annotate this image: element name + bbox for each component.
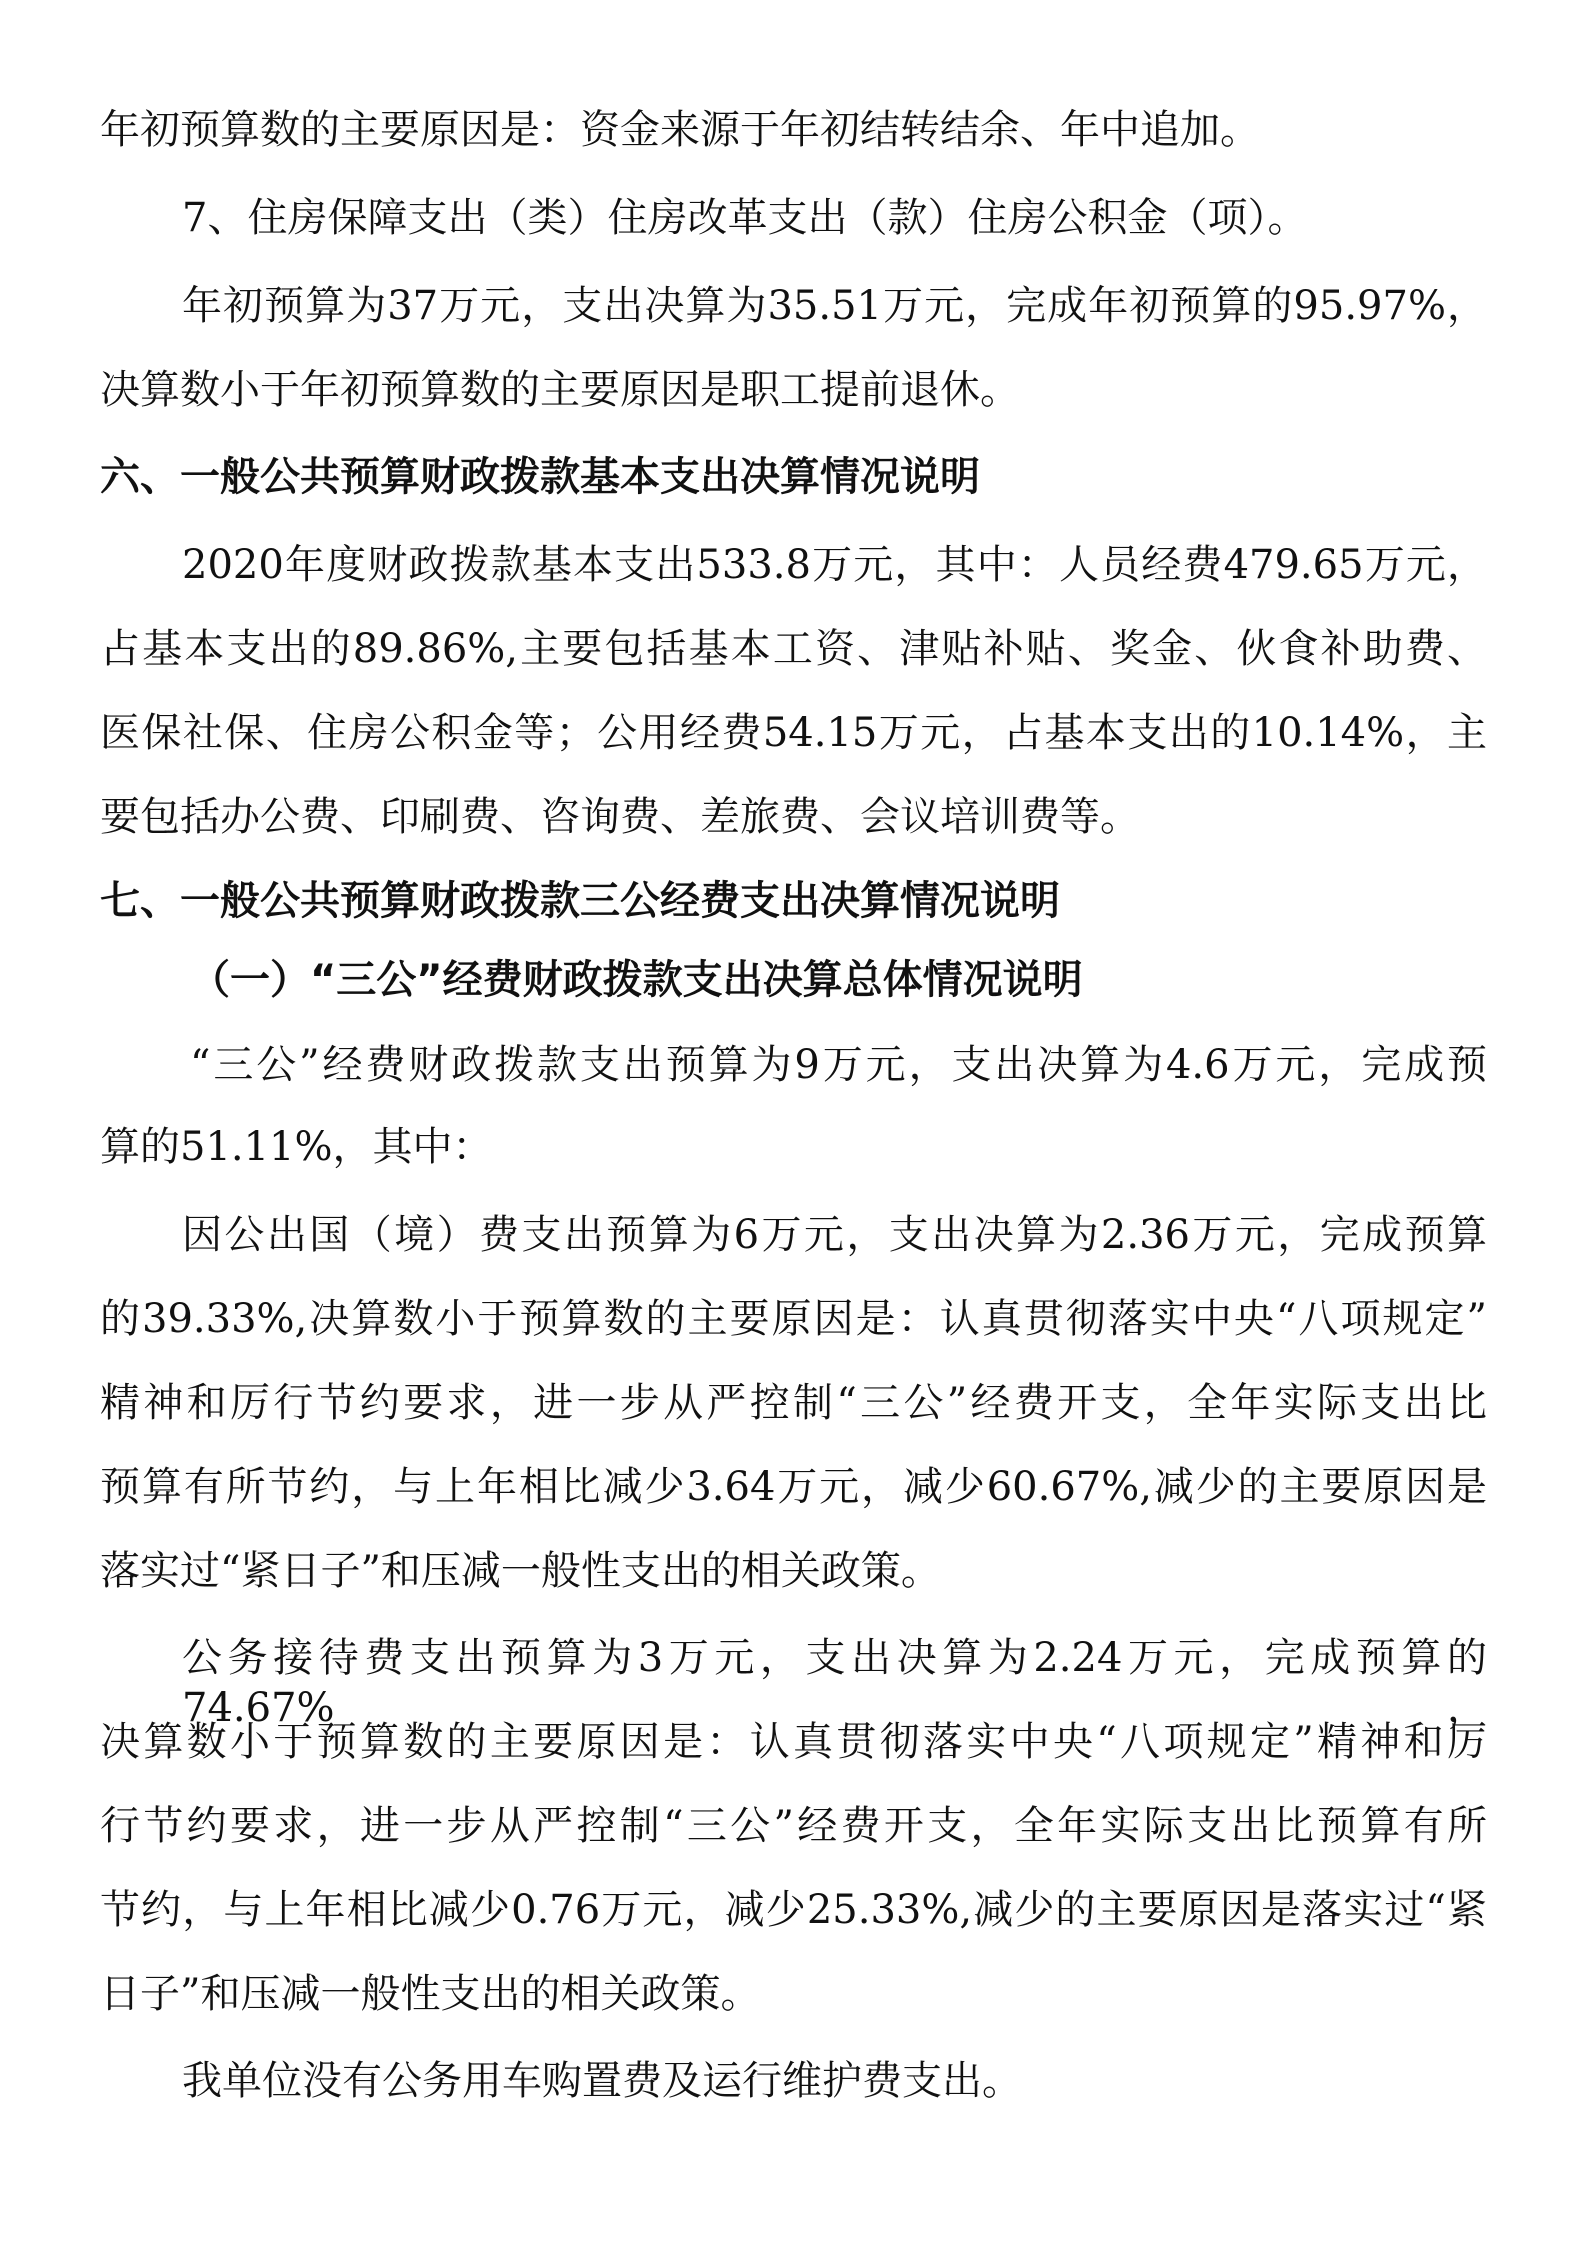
- paragraph-line: 因公出国（境）费支出预算为6万元，支出决算为2.36万元，完成预算: [182, 1212, 1487, 1258]
- paragraph-line: 落实过“紧日子”和压减一般性支出的相关政策。: [100, 1548, 941, 1594]
- subsection-heading-1: （一）“三公”经费财政拨款支出决算总体情况说明: [190, 957, 1083, 1003]
- paragraph-line: 占基本支出的89.86%,主要包括基本工资、津贴补贴、奖金、伙食补助费、: [100, 626, 1487, 672]
- paragraph-line: 公务接待费支出预算为3万元，支出决算为2.24万元，完成预算的74.67%，: [182, 1635, 1487, 1731]
- section-heading-7: 七、一般公共预算财政拨款三公经费支出决算情况说明: [100, 878, 1060, 924]
- item-heading-housing: 7、住房保障支出（类）住房改革支出（款）住房公积金（项）。: [182, 195, 1308, 241]
- section-heading-6: 六、一般公共预算财政拨款基本支出决算情况说明: [100, 454, 980, 500]
- paragraph-line: 年初预算为37万元，支出决算为35.51万元，完成年初预算的95.97%，: [182, 283, 1487, 329]
- paragraph-line: 年初预算数的主要原因是：资金来源于年初结转结余、年中追加。: [100, 107, 1260, 153]
- paragraph-line: 日子”和压减一般性支出的相关政策。: [100, 1971, 761, 2017]
- paragraph-line: 决算数小于预算数的主要原因是：认真贯彻落实中央“八项规定”精神和厉: [100, 1719, 1487, 1765]
- paragraph-line: 预算有所节约，与上年相比减少3.64万元，减少60.67%,减少的主要原因是: [100, 1464, 1487, 1510]
- paragraph-line: 要包括办公费、印刷费、咨询费、差旅费、会议培训费等。: [100, 794, 1140, 840]
- paragraph-line: 2020年度财政拨款基本支出533.8万元，其中：人员经费479.65万元，: [182, 542, 1487, 588]
- paragraph-line: 节约，与上年相比减少0.76万元，减少25.33%,减少的主要原因是落实过“紧: [100, 1887, 1487, 1933]
- paragraph-line: “三公”经费财政拨款支出预算为9万元，支出决算为4.6万元，完成预: [190, 1042, 1487, 1088]
- paragraph-line: 决算数小于年初预算数的主要原因是职工提前退休。: [100, 367, 1020, 413]
- paragraph-line: 医保社保、住房公积金等；公用经费54.15万元，占基本支出的10.14%，主: [100, 710, 1487, 756]
- paragraph-line: 我单位没有公务用车购置费及运行维护费支出。: [182, 2058, 1022, 2104]
- paragraph-line: 行节约要求，进一步从严控制“三公”经费开支，全年实际支出比预算有所: [100, 1803, 1487, 1849]
- paragraph-line: 精神和厉行节约要求，进一步从严控制“三公”经费开支，全年实际支出比: [100, 1380, 1487, 1426]
- paragraph-line: 算的51.11%，其中：: [100, 1124, 493, 1170]
- paragraph-line: 的39.33%,决算数小于预算数的主要原因是：认真贯彻落实中央“八项规定”: [100, 1296, 1487, 1342]
